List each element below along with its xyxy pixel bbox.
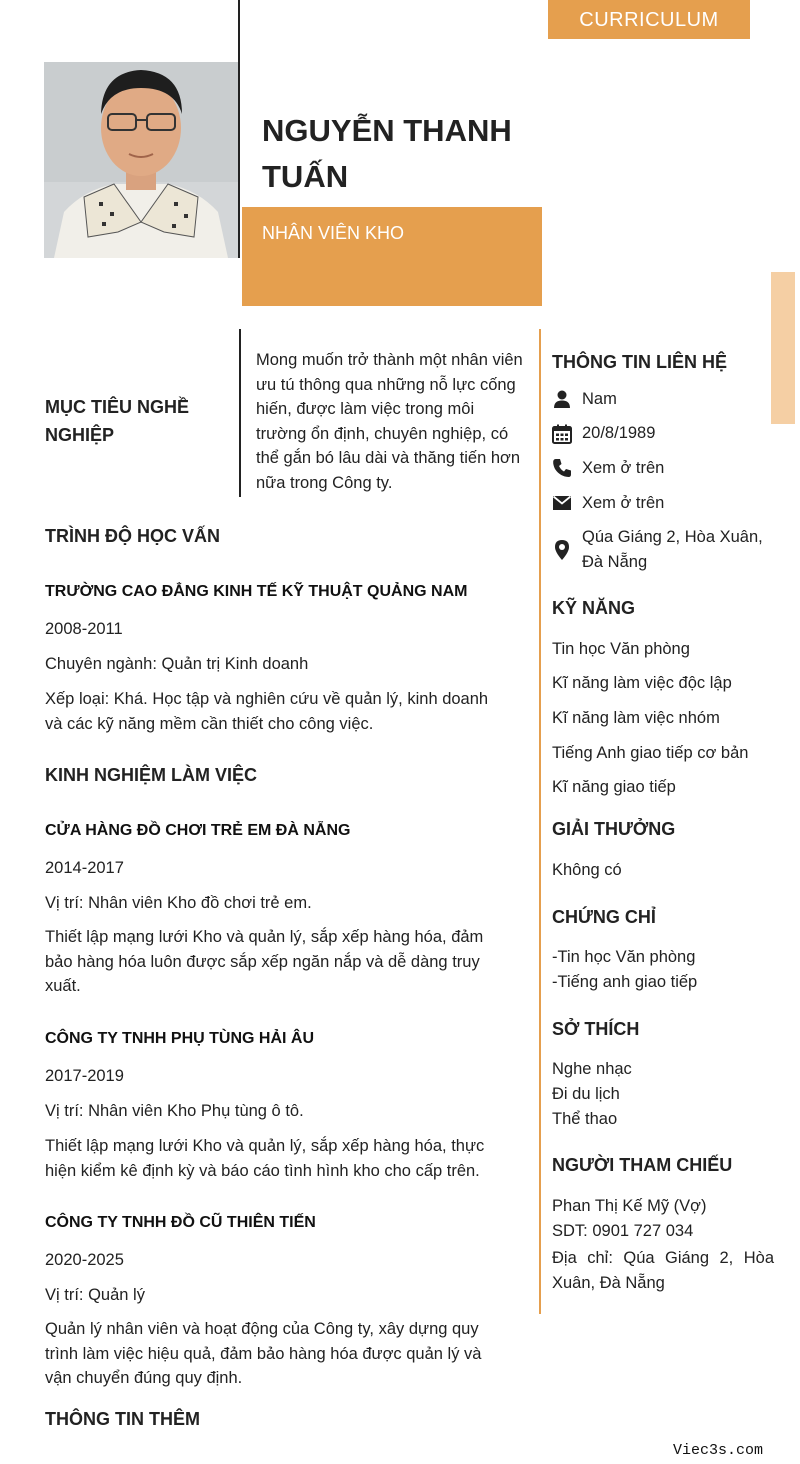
- cv-label: CURRICULUM VITAE: [548, 0, 750, 39]
- position-title: NHÂN VIÊN KHO: [262, 223, 405, 243]
- job-period: 2020-2025: [45, 1251, 124, 1269]
- awards-heading: GIẢI THƯỞNG: [552, 819, 676, 839]
- skill-item: Tiếng Anh giao tiếp cơ bản: [552, 744, 749, 762]
- job-description: Thiết lập mạng lưới Kho và quản lý, sắp xếp hàng hóa, thực hiện kiểm kê định kỳ và báo cáo tình hình kho cho cấp trên.: [45, 1137, 485, 1180]
- contact-heading: THÔNG TIN LIÊN HỆ: [552, 352, 727, 372]
- award-item: Không có: [552, 861, 622, 879]
- objective-divider: [239, 329, 241, 497]
- experience-heading: KINH NGHIỆM LÀM VIỆC: [45, 765, 258, 785]
- contact-gender: Nam: [582, 390, 617, 408]
- location-icon: [552, 539, 572, 559]
- job-period: 2017-2019: [45, 1067, 124, 1085]
- hobby-item: Thể thao: [552, 1110, 618, 1128]
- contact-email: Xem ở trên: [582, 494, 665, 512]
- right-column-divider: [539, 329, 541, 1314]
- job-role: Vị trí: Nhân viên Kho Phụ tùng ô tô.: [45, 1102, 304, 1120]
- candidate-name: NGUYỄN THANH TUẤN: [262, 113, 512, 194]
- education-school: TRƯỜNG CAO ĐẲNG KINH TẾ KỸ THUẬT QUẢNG NAM: [45, 583, 468, 600]
- job-company: CÔNG TY TNHH PHỤ TÙNG HẢI ÂU: [45, 1030, 315, 1047]
- phone-icon: [552, 458, 572, 478]
- calendar-icon: [552, 424, 572, 444]
- skills-heading: KỸ NĂNG: [552, 598, 636, 618]
- skill-item: Kĩ năng làm việc độc lập: [552, 674, 732, 692]
- objective-text: Mong muốn trở thành một nhân viên ưu tú thông qua những nỗ lực cống hiến, được làm việc trong môi trường ổn định, chuyên nghiệp, có thể gắn bó lâu dài và thăng tiến hơn nữa trong Công ty.: [256, 351, 523, 492]
- job-role: Vị trí: Nhân viên Kho đồ chơi trẻ em.: [45, 894, 312, 912]
- certificate-item: -Tiếng anh giao tiếp: [552, 973, 698, 991]
- job-description: Thiết lập mạng lưới Kho và quản lý, sắp xếp hàng hóa, đảm bảo hàng hóa luôn được sắp xếp ngăn nắp và dễ dàng truy xuất.: [45, 928, 484, 996]
- certificates-heading: CHỨNG CHỈ: [552, 907, 656, 927]
- hobby-item: Nghe nhạc: [552, 1060, 632, 1078]
- profile-photo-image: [44, 62, 238, 258]
- watermark: Viec3s.com: [673, 1442, 764, 1459]
- reference-item: Phan Thị Kế Mỹ (Vợ): [552, 1197, 707, 1215]
- education-period: 2008-2011: [45, 620, 123, 638]
- job-company: CỬA HÀNG ĐỒ CHƠI TRẺ EM ĐÀ NẴNG: [45, 822, 351, 839]
- job-company: CÔNG TY TNHH ĐỒ CŨ THIÊN TIẾN: [45, 1214, 316, 1231]
- reference-item: SDT: 0901 727 034: [552, 1222, 694, 1240]
- hobby-item: Đi du lịch: [552, 1085, 620, 1103]
- person-icon: [552, 389, 572, 409]
- objective-heading: MỤC TIÊU NGHỀ NGHIỆP: [45, 397, 189, 445]
- education-heading: TRÌNH ĐỘ HỌC VẤN: [45, 526, 220, 546]
- header-divider: [238, 0, 240, 258]
- contact-phone: Xem ở trên: [582, 459, 665, 477]
- profile-photo: [44, 62, 238, 258]
- skill-item: Kĩ năng làm việc nhóm: [552, 709, 720, 727]
- job-description: Quản lý nhân viên và hoạt động của Công ty, xây dựng quy trình làm việc hiệu quả, đảm bảo hàng hóa được quản lý và vận chuyển đúng quy định.: [45, 1320, 482, 1388]
- skill-item: Tin học Văn phòng: [552, 640, 690, 658]
- contact-address: Qúa Giáng 2, Hòa Xuân, Đà Nẵng: [582, 528, 763, 571]
- hobbies-heading: SỞ THÍCH: [552, 1019, 640, 1039]
- education-major: Chuyên ngành: Quản trị Kinh doanh: [45, 655, 309, 673]
- skill-item: Kĩ năng giao tiếp: [552, 778, 676, 796]
- certificate-item: -Tin học Văn phòng: [552, 948, 696, 966]
- references-heading: NGƯỜI THAM CHIẾU: [552, 1155, 733, 1175]
- contact-birthday: 20/8/1989: [582, 424, 656, 442]
- position-box: [242, 207, 542, 306]
- email-icon: [552, 493, 572, 513]
- job-period: 2014-2017: [45, 859, 124, 877]
- job-role: Vị trí: Quản lý: [45, 1286, 145, 1304]
- education-description: Xếp loại: Khá. Học tập và nghiên cứu về quản lý, kinh doanh và các kỹ năng mềm cần thiết cho công việc.: [45, 690, 489, 733]
- additional-info-heading: THÔNG TIN THÊM: [45, 1409, 200, 1429]
- side-accent-tab: [771, 272, 795, 424]
- reference-item: Địa chỉ: Qúa Giáng 2, Hòa Xuân, Đà Nẵng: [552, 1249, 774, 1292]
